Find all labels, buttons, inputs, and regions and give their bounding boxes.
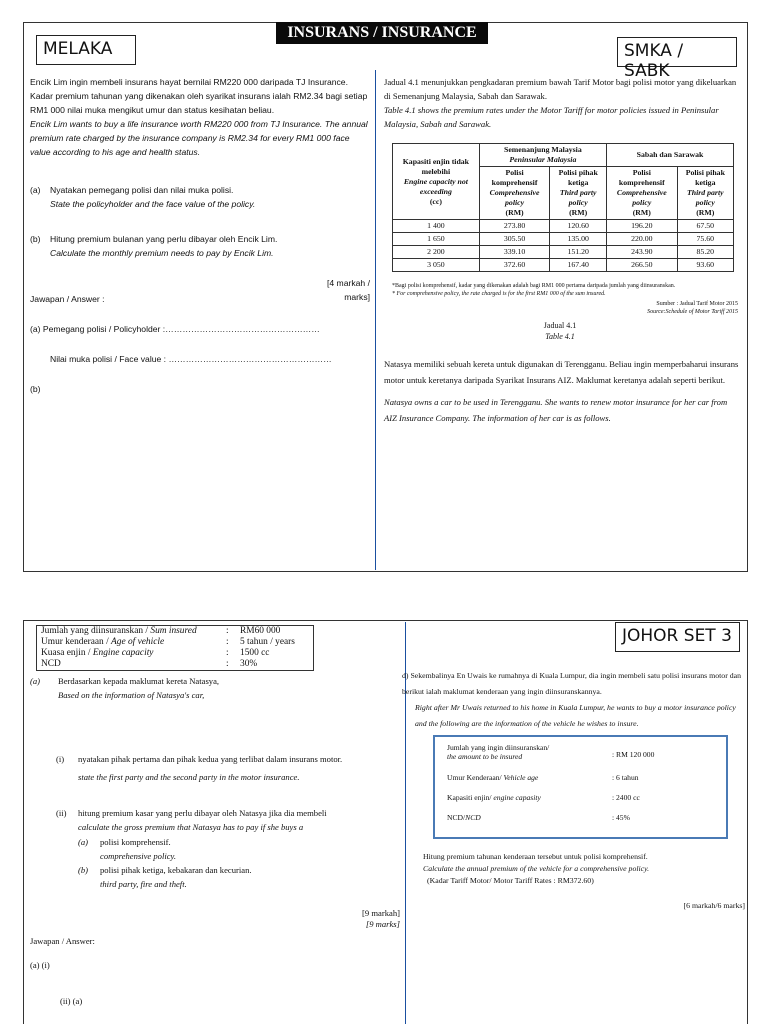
question-number: (a) — [78, 837, 89, 847]
question-malay: Hitung premium bulanan yang perlu dibayar oleh Encik Lim. — [50, 234, 278, 244]
question-number: (a) — [30, 185, 41, 195]
table-cell: 120.60 — [550, 220, 607, 233]
question-number: (b) — [78, 865, 89, 875]
question-english: State the policyholder and the face value of the policy. — [50, 199, 256, 209]
answer-a-i-label: (a) (i) — [30, 960, 50, 970]
answer-b-label: (b) — [30, 384, 41, 394]
header-sabah-sarawak: Sabah dan Sarawak — [606, 144, 733, 167]
footnote-english: * For comprehensive policy, the rate charged is for the first RM1 000 of the sum insured. — [392, 291, 606, 297]
table-cell: 243.90 — [606, 246, 677, 259]
table-row — [393, 259, 734, 272]
table-cell: 151.20 — [550, 246, 607, 259]
question-d — [402, 668, 742, 732]
table-row — [393, 233, 734, 246]
vehicle-info-row: NCD/NCD : 45% — [447, 813, 630, 822]
table-cell: 2 200 — [393, 246, 480, 259]
car-info-value: 5 tahun / years — [240, 637, 295, 647]
table-cell: 1 650 — [393, 233, 480, 246]
scenario-malay: Natasya memiliki sebuah kereta untuk digunakan di Terengganu. Beliau ingin memperbaharui insurans motor untuk keretanya daripada Syarikat Insurans AIZ. Maklumat keretanya adalah seperti berikut. — [384, 359, 739, 385]
question-malay: nyatakan pihak pertama dan pihak kedua yang terlibat dalam insurans motor. — [78, 754, 343, 764]
intro-malay: Encik Lim ingin membeli insurans hayat bernilai RM220 000 daripada TJ Insurance. Kadar premium tahunan yang dikenakan oleh syarikat insurans ialah RM2.34 bagi setiap RM1 000 nilai muka mengikut umur dan status kesihatan beliau. — [30, 77, 368, 115]
question-b — [30, 232, 370, 260]
table-cell: 85.20 — [677, 246, 733, 259]
question-malay: hitung premium kasar yang perlu dibayar oleh Natasya jika dia membeli — [78, 808, 327, 818]
motor-tariff-table — [392, 143, 734, 272]
column-divider — [375, 70, 376, 570]
question-a — [30, 183, 370, 211]
car-info-value: 1500 cc — [240, 648, 270, 658]
answer-a-ii-label: (ii) (a) — [60, 996, 83, 1006]
question-malay: Nyatakan pemegang polisi dan nilai muka polisi. — [50, 185, 234, 195]
car-info-row: NCD : 30% — [41, 659, 258, 669]
header-peninsular: Semenanjung Malaysia Peninsular Malaysia — [479, 144, 606, 167]
header-third-party: Polisi pihak ketiga Third party policy (RM) — [550, 167, 607, 220]
marks-malay: [9 markah] — [362, 908, 400, 918]
table-cell: 196.20 — [606, 220, 677, 233]
caption-english: Table 4.1 — [545, 332, 575, 341]
table-cell: 372.60 — [479, 259, 550, 272]
car-info-row: Jumlah yang diinsuranskan / Sum insured : RM60 000 — [41, 626, 281, 636]
table-cell: 135.00 — [550, 233, 607, 246]
answer-label: Jawapan / Answer : — [30, 294, 105, 304]
option-malay: polisi pihak ketiga, kebakaran dan kecurian. — [100, 865, 252, 875]
header-comprehensive: Polisi komprehensif Comprehensive policy (RM) — [479, 167, 550, 220]
marks-label: [6 markah/6 marks] — [683, 901, 745, 910]
question-a — [30, 674, 400, 702]
task-malay: Hitung premium tahunan kenderaan tersebut untuk polisi komprehensif. — [423, 852, 648, 861]
natasya-scenario — [384, 356, 739, 426]
table-cell: 3 050 — [393, 259, 480, 272]
answer-policyholder-line[interactable]: (a) Pemegang polisi / Policyholder :……………………………………………… — [30, 324, 320, 334]
marks-english: [9 marks] — [365, 919, 400, 929]
question-english: Based on the information of Natasya's car, — [58, 690, 205, 700]
marks-label: [4 markah / marks] — [327, 278, 370, 302]
table-caption — [500, 320, 620, 342]
table-cell: 273.80 — [479, 220, 550, 233]
source-tag-smka: SMKA / SABK — [617, 37, 737, 67]
vehicle-info-value: : 6 tahun — [612, 773, 639, 782]
question-d-task — [423, 851, 743, 887]
table-cell: 75.60 — [677, 233, 733, 246]
table-cell: 266.50 — [606, 259, 677, 272]
car-info-row: Kuasa enjin / Engine capacity : 1500 cc — [41, 648, 270, 658]
car-info-value: 30% — [240, 659, 258, 669]
table-row — [393, 220, 734, 233]
option-english: third party, fire and theft. — [100, 879, 187, 889]
answer-face-value-line[interactable]: Nilai muka polisi / Face value : ………………………………………………… — [50, 354, 332, 364]
header-engine-capacity: Kapasiti enjin tidak melebihi Engine capacity not exceeding (cc) — [393, 144, 480, 220]
intro-english: Encik Lim wants to buy a life insurance worth RM220 000 from TJ Insurance. The annual premium rate charged by the insurance company is RM2.34 for every RM1 000 face value according to his age and health status. — [30, 119, 368, 157]
intro-malay: Jadual 4.1 menunjukkan pengkadaran premium bawah Tarif Motor bagi polisi motor yang dikeluarkan di Semenanjung Malaysia, Sabah dan Sarawak. — [384, 77, 737, 101]
vehicle-info-row: Kapasiti enjin/ engine capasity : 2400 cc — [447, 793, 640, 802]
tariff-rate-note: (Kadar Tariff Motor/ Motor Tariff Rates : RM372.60) — [427, 876, 594, 885]
question-malay: Berdasarkan kepada maklumat kereta Natasya, — [58, 676, 220, 686]
question-a-ii — [56, 806, 401, 891]
vehicle-info-row: Umur Kenderaan/ Vehicle age : 6 tahun — [447, 773, 639, 782]
header-third-party: Polisi pihak ketiga Third party policy (RM) — [677, 167, 733, 220]
question-malay: d) Sekembalinya En Uwais ke rumahnya di Kuala Lumpur, dia ingin membeli satu polisi insurans motor dan berikut ialah maklumat kenderaan yang ingin diinsuranskannya. — [402, 671, 742, 696]
question-english: calculate the gross premium that Natasya has to pay if she buys a — [78, 822, 304, 832]
vehicle-info-value: : 45% — [612, 813, 630, 822]
question-number: (b) — [30, 234, 41, 244]
option-malay: polisi komprehensif. — [100, 837, 171, 847]
car-info-box — [36, 625, 314, 671]
question-english: state the first party and the second party in the motor insurance. — [78, 772, 300, 782]
source-tag-melaka: MELAKA — [36, 35, 136, 65]
vehicle-info-value: : 2400 cc — [612, 793, 640, 802]
source-english: Source:Schedule of Motor Tariff 2015 — [647, 309, 738, 315]
vehicle-info-value: : RM 120 000 — [612, 750, 655, 759]
table-cell: 220.00 — [606, 233, 677, 246]
question-number: (i) — [56, 754, 65, 764]
motor-tariff-intro — [384, 75, 739, 131]
table-cell: 93.60 — [677, 259, 733, 272]
table-source — [560, 300, 738, 316]
answer-label: Jawapan / Answer: — [30, 936, 95, 946]
question-a-i — [56, 752, 401, 784]
table-cell: 1 400 — [393, 220, 480, 233]
life-insurance-intro — [30, 75, 370, 159]
intro-english: Table 4.1 shows the premium rates under the Motor Tariff for motor policies issued in Peninsular Malaysia, Sabah and Sarawak. — [384, 105, 719, 129]
option-english: comprehensive policy. — [100, 851, 177, 861]
table-cell: 339.10 — [479, 246, 550, 259]
source-malay: Sumber : Jadual Tarif Motor 2015 — [656, 301, 738, 307]
car-info-value: RM60 000 — [240, 626, 281, 636]
table-row — [393, 246, 734, 259]
car-info-row: Umur kenderaan / Age of vehicle : 5 tahun / years — [41, 637, 295, 647]
question-english: Right after Mr Uwais returned to his home in Kuala Lumpur, he wants to buy a motor insurance policy and the following are the information of the vehicle he wishes to insure. — [415, 703, 736, 728]
table-cell: 305.50 — [479, 233, 550, 246]
footnote-malay: *Bagi polisi komprehensif, kadar yang dikenakan adalah bagi RM1 000 pertama daripada jumlah yang diinsuranskan. — [392, 283, 676, 289]
vehicle-info-row: Jumlah yang ingin diinsuranskan/ the amount to be insured : RM 120 000 — [447, 743, 655, 761]
marks-label — [300, 906, 400, 931]
scenario-english: Natasya owns a car to be used in Terengganu. She wants to renew motor insurance for her car from AIZ Insurance Company. The information of her car is as follows. — [384, 397, 728, 423]
task-english: Calculate the annual premium of the vehicle for a comprehensive policy. — [423, 864, 650, 873]
question-english: Calculate the monthly premium needs to pay by Encik Lim. — [50, 248, 274, 258]
question-number: (a) — [30, 676, 41, 686]
table-footnote — [392, 282, 737, 298]
title-banner: INSURANS / INSURANCE — [276, 22, 488, 44]
question-number: (ii) — [56, 808, 67, 818]
source-tag-johor: JOHOR SET 3 — [615, 622, 740, 652]
caption-malay: Jadual 4.1 — [543, 321, 577, 330]
table-cell: 67.50 — [677, 220, 733, 233]
table-cell: 167.40 — [550, 259, 607, 272]
header-comprehensive: Polisi komprehensif Comprehensive policy (RM) — [606, 167, 677, 220]
vehicle-info-box — [433, 735, 728, 839]
